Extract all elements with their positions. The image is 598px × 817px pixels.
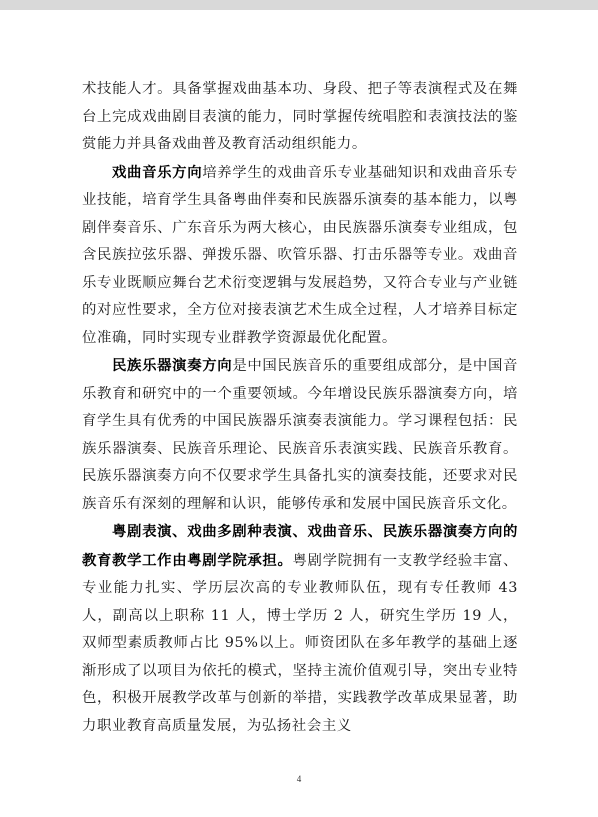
page-number: 4 — [296, 774, 302, 784]
paragraph-heading: 粤剧表演、戏曲多剧种表演、戏曲音乐、民族乐器演奏方向的教育教学工作由粤剧学院承担。 — [82, 523, 518, 569]
paragraph-continuation — [82, 76, 518, 159]
paragraph-text: 是中国民族音乐的重要组成部分，是中国音乐教育和研究中的一个重要领域。今年增设民族乐器演奏方向，培育学生具有优秀的中国民族器乐演奏表演能力。学习课程包括：民族乐器演奏、民族音乐理论、民族音乐表演实践、民族音乐教育。民族乐器演奏方向不仅要求学生具备扎实的演奏技能，还要求对民族音乐有深刻的理解和认识，能够传承和发展中国民族音乐文化。 — [82, 358, 518, 512]
paragraph-heading: 戏曲音乐方向 — [112, 163, 203, 181]
paragraph-folk-instruments — [82, 352, 518, 518]
viewer-top-band — [0, 0, 598, 10]
paragraph-heading: 民族乐器演奏方向 — [112, 357, 233, 374]
paragraph-opera-music — [82, 159, 518, 353]
paragraph-cantonese-opera-college — [82, 518, 518, 740]
page-body — [82, 76, 518, 740]
paragraph-text: 术技能人才。具备掌握戏曲基本功、身段、把子等表演程式及在舞台上完成戏曲剧目表演的能力，同时掌握传统唱腔和表演技法的鉴赏能力并具备戏曲普及教育活动组织能力。 — [82, 81, 518, 152]
paragraph-text: 培养学生的戏曲音乐专业基础知识和戏曲音乐专业技能，培育学生具备粤曲伴奏和民族器乐演奏的基本能力，以粤剧伴奏音乐、广东音乐为两大核心，由民族器乐演奏专业组成，包含民族拉弦乐器、弹拨乐器、吹管乐器、打击乐器等专业。戏曲音乐专业既顺应舞台艺术衍变逻辑与发展趋势，又符合专业与产业链的对应性要求，全方位对接表演艺术生成全过程，人才培养目标定位准确，同时实现专业群教学资源最优化配置。 — [82, 164, 518, 346]
document-page — [0, 10, 598, 817]
paragraph-text: 粤剧学院拥有一支教学经验丰富、专业能力扎实、学历层次高的专业教师队伍，现有专任教师 43 人，副高以上职称 11 人，博士学历 2 人，研究生学历 19 人，双师型素质教师占比 95%以上。师资团队在多年教学的基础上逐渐形成了以项目为依托的模式，坚持主流价值观引导，突出专业特色，积极开展教学改革与创新的举措，实践教学改革成果显著，助力职业教育高质量发展，为弘扬社会主义 — [82, 552, 518, 734]
